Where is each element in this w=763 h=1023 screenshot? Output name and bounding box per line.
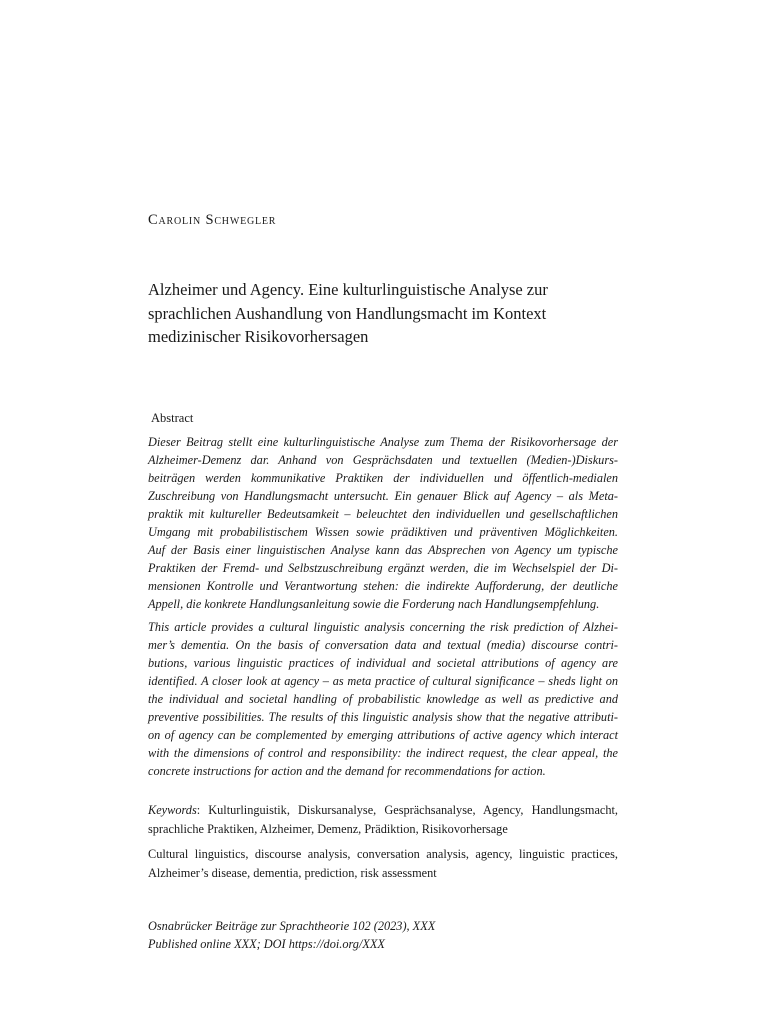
abstract-german [148, 433, 618, 613]
abstract-line: the individual and societal handling of probabilistic knowledge as well as predictive and [148, 692, 618, 707]
keywords-line [148, 801, 618, 820]
abstract-line: mensionen Kontrolle und Verantwortung stehen: die indirekte Aufforderung, der deutliche [148, 579, 618, 594]
keywords-line: sprachliche Praktiken, Alzheimer, Demenz, Prädiktion, Risikovorhersage [148, 822, 508, 836]
title-line: sprachlichen Aushandlung von Handlungsmacht im Kontext [148, 303, 547, 323]
abstract-line: Dieser Beitrag stellt eine kulturlinguistische Analyse zum Thema der Risikovorhersage der [148, 435, 618, 449]
abstract-line: Appell, die konkrete Handlungsanleitung sowie die Forderung nach Handlungsempfehlung. [148, 597, 600, 612]
doi-line: Published online XXX; DOI https://doi.org/XXX [148, 937, 385, 951]
keywords-line: Alzheimer’s disease, dementia, prediction, risk assessment [148, 866, 437, 880]
abstract-line: mer’s dementia. On the basis of conversation data and textual (media) discourse contri- [148, 638, 618, 653]
keywords-text: : Kulturlinguistik, Diskursanalyse, Gesprächsanalyse, Agency, Handlungsmacht, [196, 803, 618, 817]
abstract-line: preventive possibilities. The results of this linguistic analysis show that the negative attributi- [148, 710, 618, 725]
abstract-line: concrete instructions for action and the demand for recommendations for action. [148, 764, 546, 779]
title-line: medizinischer Risikovorhersagen [148, 327, 369, 346]
abstract-line: identified. A closer look at agency – as meta practice of cultural significance – sheds light on [148, 674, 618, 689]
keywords-label: Keywords [148, 803, 197, 817]
abstract-line: butions, various linguistic practices of individual and societal attributions of agency are [148, 656, 618, 671]
abstract-heading: Abstract [151, 411, 194, 425]
author-name: Carolin Schwegler [148, 212, 277, 228]
abstract-line: beiträgen werden kommunikative Praktiken der individuellen und öffentlich-medialen [148, 471, 618, 486]
abstract-line: Auf der Basis einer linguistischen Analyse kann das Absprechen von Agency um typische [148, 543, 618, 558]
journal-citation: Osnabrücker Beiträge zur Sprachtheorie 102 (2023), XXX [148, 919, 436, 933]
keywords-line: Cultural linguistics, discourse analysis, conversation analysis, agency, linguistic practices, [148, 847, 618, 861]
abstract-line: This article provides a cultural linguistic analysis concerning the risk prediction of Alzhei- [148, 620, 618, 634]
abstract-english [148, 618, 618, 780]
title-line: Alzheimer und Agency. Eine kulturlinguistische Analyse zur [148, 280, 548, 299]
keywords-english [148, 845, 618, 883]
abstract-line: on of agency can be complemented by emerging attributions of active agency which interact [148, 728, 618, 743]
article-title [148, 278, 618, 349]
keywords-german [148, 801, 618, 839]
abstract-line: with the dimensions of control and responsibility: the indirect request, the clear appeal, the [148, 746, 618, 761]
abstract-line: Zuschreibung von Handlungsmacht untersucht. Ein genauer Blick auf Agency – als Meta- [148, 489, 618, 504]
publication-footer [148, 917, 618, 953]
abstract-line: Praktiken der Fremd- und Selbstzuschreibung ergänzt werden, die im Wechselspiel der Di- [148, 561, 618, 576]
abstract-line: Umgang mit probabilistischem Wissen sowie prädiktiven und präventiven Möglichkeiten. [148, 525, 618, 540]
abstract-line: praktik mit kultureller Bedeutsamkeit – beleuchtet den individuellen und gesellschaftlichen [148, 507, 618, 522]
abstract-line: Alzheimer-Demenz dar. Anhand von Gesprächsdaten und textuellen (Medien-)Diskurs- [148, 453, 618, 468]
